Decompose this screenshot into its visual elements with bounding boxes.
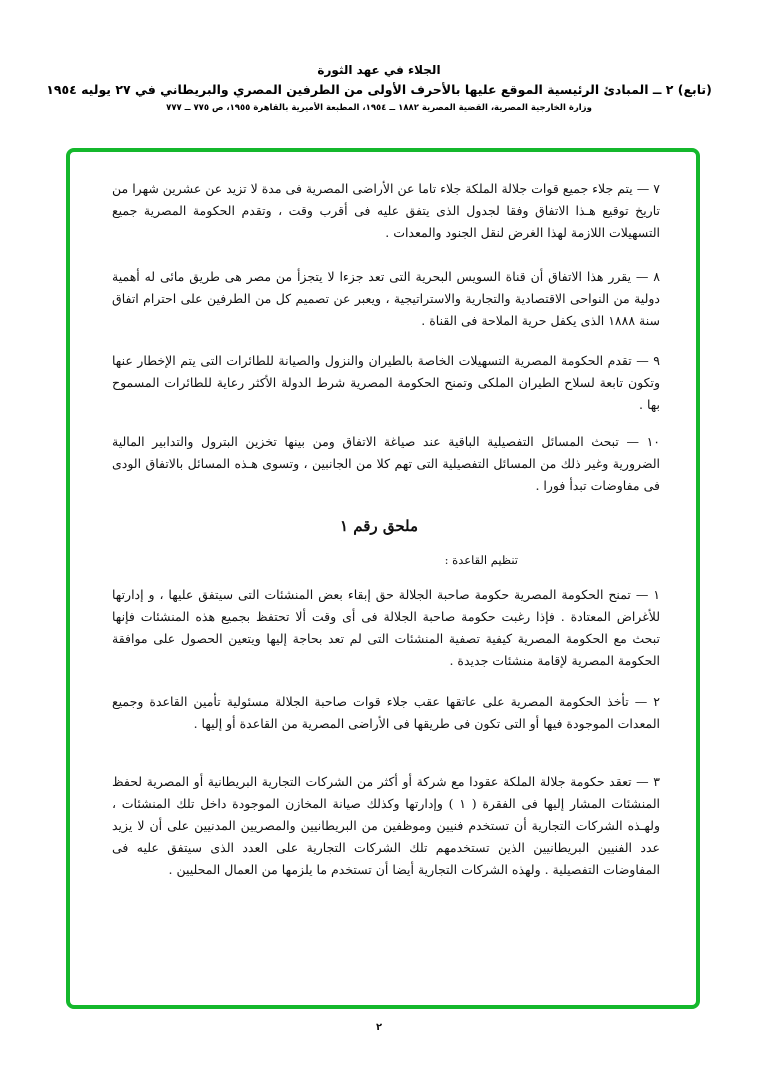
- annex-item-text: تأخذ الحكومة المصرية على عاتقها عقب جلاء قوات صاحبة الجلالة مسئولية تأمين القاعدة وجميع المعدات الموجودة فيها أو التى تكون فى طريقها فى الأراضى المصرية من القاعدة أو إليها .: [112, 694, 660, 731]
- article-text: تبحث المسائل التفصيلية الباقية عند صياغة الاتفاق ومن بينها تخزين البترول والتدابير المالية الضرورية وغير ذلك من المسائل التفصيلية التى تهم كلا من الجانبين ، وتسوى هـذه المسائل بالاتفاق الودى فى مفاوضات تبدأ فورا .: [112, 434, 660, 493]
- header-subtitle: (تابع) ٢ ــ المبادئ الرئيسية الموقع عليها بالأحرف الأولى من الطرفين المصري والبريطاني في ٢٧ يوليه ١٩٥٤: [46, 82, 712, 97]
- article-10: [112, 431, 660, 497]
- annex-item-number: ٢ —: [634, 694, 660, 709]
- article-number: ٨ —: [635, 269, 660, 284]
- annex-item-3: [112, 771, 660, 881]
- header-title: الجلاء في عهد الثورة: [317, 63, 441, 77]
- article-number: ٩ —: [636, 353, 660, 368]
- annex-item-number: ٣ —: [636, 774, 660, 789]
- annex-item-2: [112, 691, 660, 735]
- article-number: ٧ —: [636, 181, 660, 196]
- annex-item-text: تعقد حكومة جلالة الملكة عقودا مع شركة أو أكثر من الشركات التجارية البريطانية أو المصرية لحفظ المنشئات المشار إليها فى الفقرة ( ١ ) وإدارتها وكذلك صيانة المخازن الموجودة داخل تلك المنشئات ، ولهـذه الشركات التجارية أن تستخدم فنيين وموظفين من البريطانيين والمصريين المدنيين على أن لا يزيد عدد الفنيين البريطانيين الذين تستخدمهم تلك الشركات التجارية على العدد الذى سيتفق عليه فى المفاوضات التفصيلية . ولهذه الشركات التجارية أيضا أن تستخدم ما يلزمها من العمال المحليين .: [112, 774, 660, 877]
- article-text: يقرر هذا الاتفاق أن قناة السويس البحرية التى تعد جزءا لا يتجزأ من مصر هى طريق مائى له أهمية دولية من النواحى الاقتصادية والتجارية والاستراتيجية ، ويعبر عن تصميم كل من الطرفين على احترام اتفاق سنة ١٨٨٨ الذى يكفل حرية الملاحة فى القناة .: [112, 269, 660, 328]
- article-9: [112, 350, 660, 416]
- annex-title: ملحق رقم ١: [339, 517, 419, 535]
- article-7: [112, 178, 660, 244]
- article-text: يتم جلاء جميع قوات جلالة الملكة جلاء تاما عن الأراضى المصرية فى مدة لا تزيد عن عشرين شهرا من تاريخ توقيع هـذا الاتفاق وفقا لجدول الذى يتفق عليه فى أقرب وقت ، وتقدم الحكومة المصرية جميع التسهيلات اللازمة لهذا الغرض لنقل الجنود والمعدات .: [112, 181, 660, 240]
- annex-item-1: [112, 584, 660, 672]
- article-8: [112, 266, 660, 332]
- annex-item-number: ١ —: [635, 587, 661, 602]
- page-number: ٢: [375, 1022, 383, 1033]
- article-number: ١٠ —: [626, 434, 660, 449]
- header-source-citation: وزارة الخارجية المصرية، القضية المصرية ١٨٨٢ ــ ١٩٥٤، المطبعة الأميرية بالقاهرة ١٩٥٥، ص ٧٧٥ ــ ٧٧٧: [166, 103, 592, 113]
- article-text: تقدم الحكومة المصرية التسهيلات الخاصة بالطيران والنزول والصيانة للطائرات التى يتم الإخطار عنها وتكون تابعة لسلاح الطيران الملكى وتمنح الحكومة المصرية شرط الدولة الأكثر رعاية للطائرات المسموح بها .: [112, 353, 660, 412]
- annex-subtitle: تنظيم القاعدة :: [444, 553, 518, 567]
- annex-item-text: تمنح الحكومة المصرية حكومة صاحبة الجلالة حق إبقاء بعض المنشئات التى سيتفق عليها ، و إدارتها للأغراض المعتادة . فإذا رغبت حكومة صاحبة الجلالة فى أى وقت ألا تحتفظ بجميع هذه المنشئات فإنها تبحث مع الحكومة المصرية كيفية تصفية المنشئات التى لم تعد بحاجة إليها ويتعين الحصول على موافقة الحكومة المصرية لإقامة منشئات جديدة .: [112, 587, 660, 668]
- document-header: [0, 60, 758, 115]
